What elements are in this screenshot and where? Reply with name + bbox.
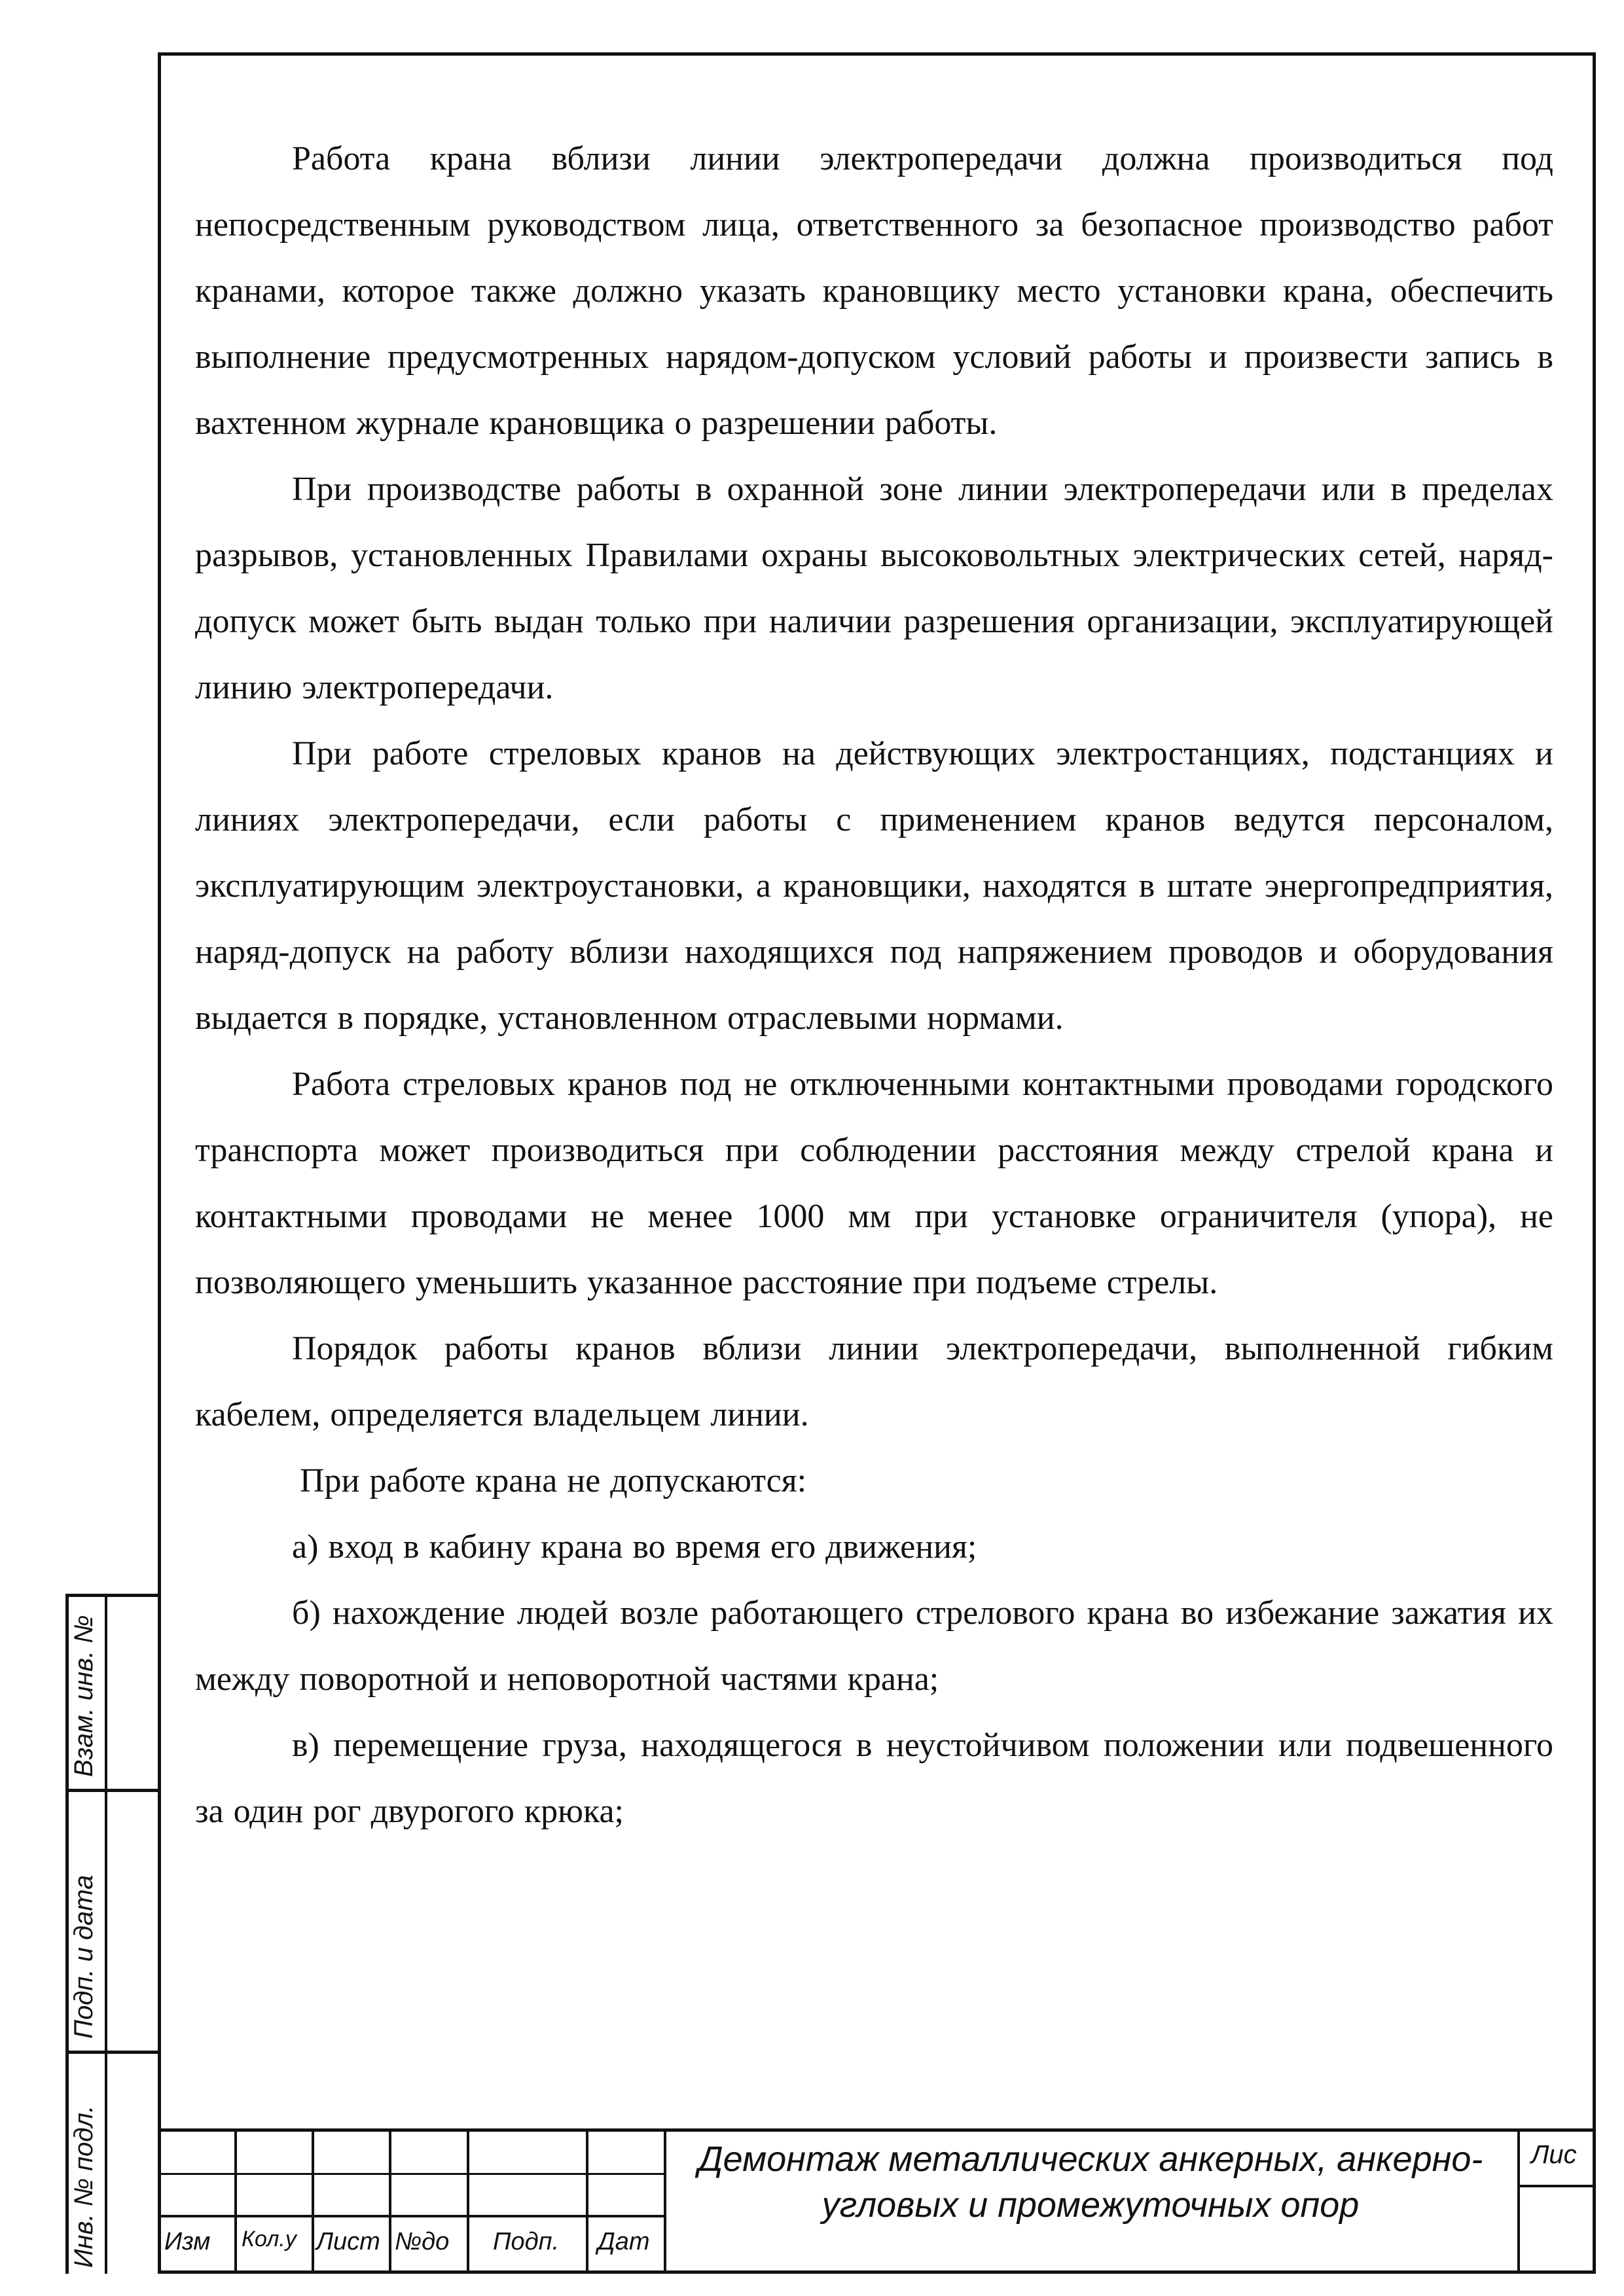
tb-line-top [158, 2128, 1596, 2132]
paragraph-flexible-cable: Порядок работы кранов вблизи линии электропередачи, выполненной гибким кабелем, определяется владельцем линии. [195, 1330, 1553, 1433]
paragraph-not-allowed-heading: При работе крана не допускаются: [300, 1462, 807, 1499]
tb-col-5 [586, 2128, 588, 2274]
stamp-line-2 [65, 2051, 158, 2054]
document-title: Демонтаж металлических анкерных, анкерно-угловых и промежуточных опор [698, 2140, 1483, 2225]
list-item-b: б) нахождение людей возле работающего стрелового крана во избежание зажатия их между поворотной и неповоротной частями крана; [195, 1594, 1553, 1698]
stamp-divider [105, 1594, 107, 2274]
list-item-a: а) вход в кабину крана во время его движения; [292, 1528, 977, 1566]
tb-col-2 [312, 2128, 314, 2274]
stamp-inv-replace: Взам. инв. № [69, 1615, 98, 1777]
side-stamp [65, 1594, 158, 2274]
stamp-line-top [65, 1594, 158, 1597]
title-block [158, 2128, 1596, 2274]
tb-col-3 [389, 2128, 391, 2274]
stamp-border-left [65, 1594, 69, 2274]
tb-label-sign: Подп. [493, 2228, 560, 2255]
paragraph-contact-wires: Работа стреловых кранов под не отключенными контактными проводами городского транспорта может производиться при соблюдении расстояния между стрелой крана и контактными проводами не менее 1000 мм при установке ограничителя (упора), не позволяющего уменьшить указанное расстояние при подъеме стрелы. [195, 1066, 1553, 1301]
paragraph-power-stations: При работе стреловых кранов на действующих электростанциях, подстанциях и линиях электропередачи, если работы с применением кранов ведутся персоналом, эксплуатирующим электроустановки, а крановщики, находятся в штате энергопредприятия, наряд-допуск на работу вблизи находящихся под напряжением проводов и оборудования выдается в порядке, установленном отраслевыми нормами. [195, 735, 1553, 1037]
tb-col-7 [1517, 2128, 1520, 2274]
stamp-line-1 [65, 1789, 158, 1792]
sheet-label: Лис [1531, 2140, 1577, 2169]
document-body [195, 126, 1553, 1844]
tb-label-change: Изм [164, 2228, 211, 2255]
paragraph-security-zone: При производстве работы в охранной зоне линии электропередачи или в пределах разрывов, установленных Правилами охраны высоковольтных электрических сетей, наряд-допуск может быть выдан только при наличии разрешения организации, эксплуатирующей линию электропередачи. [195, 471, 1553, 706]
tb-label-date: Дат [598, 2228, 650, 2255]
tb-label-qty: Кол.у [242, 2227, 297, 2251]
paragraph-crane-near-power-line: Работа крана вблизи линии электропередачи должна производиться под непосредственным руководством лица, ответственного за безопасное производство работ кранами, которое также должно указать крановщику место установки крана, обеспечить выполнение предусмотренных нарядом-допуском условий работы и произвести запись в вахтенном журнале крановщика о разрешении работы. [195, 140, 1553, 442]
tb-col-4 [467, 2128, 469, 2274]
tb-label-doc: №до [395, 2228, 450, 2255]
stamp-sign-date: Подп. и дата [69, 1874, 98, 2039]
stamp-inv-original: Инв. № подл. [69, 2105, 98, 2268]
tb-label-sheet: Лист [316, 2228, 380, 2255]
tb-line-sheet [1519, 2185, 1596, 2187]
list-item-c: в) перемещение груза, находящегося в неустойчивом положении или подвешенного за один рог двурогого крюка; [195, 1727, 1553, 1830]
tb-col-1 [234, 2128, 237, 2274]
